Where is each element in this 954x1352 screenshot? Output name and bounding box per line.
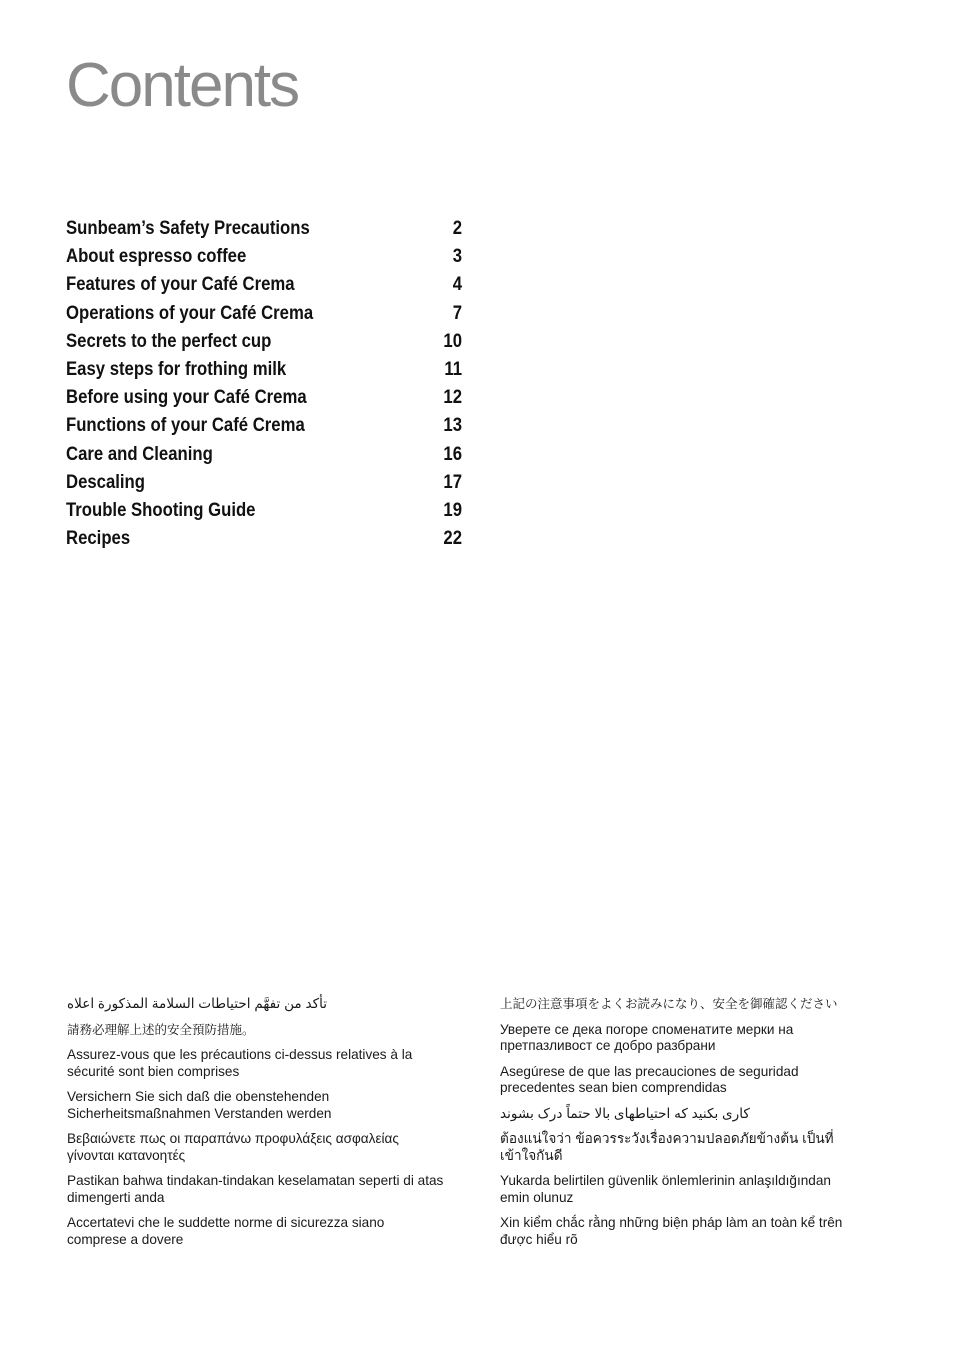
toc-entry[interactable] bbox=[66, 415, 462, 443]
safety-notice-arabic: تأكد من تفهَّم احتياطات السلامة المذكورة اعلاه bbox=[67, 996, 328, 1011]
toc-entry[interactable] bbox=[66, 500, 462, 528]
safety-notice-italian: Accertatevi che le suddette norme di sicurezza siano comprese a dovere bbox=[67, 1215, 385, 1247]
toc-label: Trouble Shooting Guide bbox=[66, 499, 256, 521]
safety-notice-vietnamese: Xin kiểm chắc rằng những biện pháp làm an toàn kể trên được hiểu rõ bbox=[500, 1215, 843, 1247]
toc-page-number: 16 bbox=[443, 443, 462, 465]
toc-entry[interactable] bbox=[66, 387, 462, 415]
safety-notice-turkish: Yukarda belirtilen güvenlik önlemlerinin anlaşıldığından emin olunuz bbox=[500, 1173, 831, 1205]
toc-entry[interactable] bbox=[66, 472, 462, 500]
toc-entry[interactable] bbox=[66, 444, 462, 472]
toc-page-number: 3 bbox=[452, 246, 462, 268]
safety-notice-thai: ต้องแน่ใจว่า ข้อควรระวังเรื่องความปลอดภัยข้างต้น เป็นที่เข้าใจกันดี bbox=[500, 1131, 834, 1163]
toc-label: Features of your Café Crema bbox=[66, 274, 295, 296]
safety-notice-spanish: Asegúrese de que las precauciones de seguridad precedentes sean bien comprendidas bbox=[500, 1063, 799, 1095]
toc-page-number: 4 bbox=[452, 274, 462, 296]
toc-label: Before using your Café Crema bbox=[66, 387, 307, 409]
page-title: Contents bbox=[66, 51, 299, 120]
toc-label: Sunbeam’s Safety Precautions bbox=[66, 218, 310, 239]
toc-page-number: 22 bbox=[443, 528, 462, 550]
toc-page-number: 2 bbox=[452, 218, 462, 239]
toc-page-number: 13 bbox=[443, 415, 462, 437]
safety-notice-indonesian: Pastikan bahwa tindakan-tindakan keselamatan seperti di atas dimengerti anda bbox=[67, 1173, 444, 1205]
toc-label: Operations of your Café Crema bbox=[66, 302, 314, 324]
toc-label: Secrets to the perfect cup bbox=[66, 330, 272, 352]
toc-page-number: 17 bbox=[443, 471, 462, 493]
toc-entry[interactable] bbox=[66, 359, 462, 387]
toc-entry[interactable] bbox=[66, 331, 462, 359]
toc-page-number: 11 bbox=[444, 358, 462, 380]
safety-notice-chinese: 請務必理解上述的安全預防措施。 bbox=[67, 1022, 255, 1037]
toc-entry[interactable] bbox=[66, 528, 462, 556]
toc-entry[interactable] bbox=[66, 274, 462, 302]
table-of-contents bbox=[66, 218, 462, 556]
toc-page-number: 19 bbox=[443, 499, 462, 521]
toc-label: About espresso coffee bbox=[66, 246, 247, 268]
toc-entry[interactable] bbox=[66, 218, 462, 246]
safety-notice-french: Assurez-vous que les précautions ci-dessus relatives à la sécurité sont bien comprises bbox=[67, 1047, 413, 1079]
toc-page-number: 7 bbox=[452, 302, 462, 324]
toc-label: Easy steps for frothing milk bbox=[66, 358, 287, 380]
toc-entry[interactable] bbox=[66, 246, 462, 274]
toc-label: Care and Cleaning bbox=[66, 443, 213, 465]
toc-label: Descaling bbox=[66, 471, 145, 493]
toc-label: Functions of your Café Crema bbox=[66, 415, 305, 437]
safety-notice-german: Versichern Sie sich daß die obenstehenden Sicherheitsmaßnahmen Verstanden werden bbox=[67, 1089, 332, 1121]
safety-notice-macedonian: Уверете се дека погоре споменатите мерки на претпазливост се добро разбрани bbox=[500, 1021, 794, 1053]
toc-page-number: 12 bbox=[443, 387, 462, 409]
safety-notice-greek: Βεβαιώνετε πως οι παραπάνω προφυλάξεις ασφαλείας γίνονται κατανοητές bbox=[67, 1131, 399, 1163]
toc-entry[interactable] bbox=[66, 303, 462, 331]
safety-notices-left-column bbox=[67, 996, 447, 1257]
toc-label: Recipes bbox=[66, 528, 131, 550]
toc-page-number: 10 bbox=[443, 330, 462, 352]
safety-notice-persian: کاری بکنید که احتیاطهای بالا حتماً درک بشوند bbox=[500, 1105, 750, 1121]
safety-notices-right-column bbox=[500, 996, 860, 1257]
safety-notice-japanese: 上記の注意事項をよくお読みになり、安全を御確認ください bbox=[500, 997, 838, 1011]
